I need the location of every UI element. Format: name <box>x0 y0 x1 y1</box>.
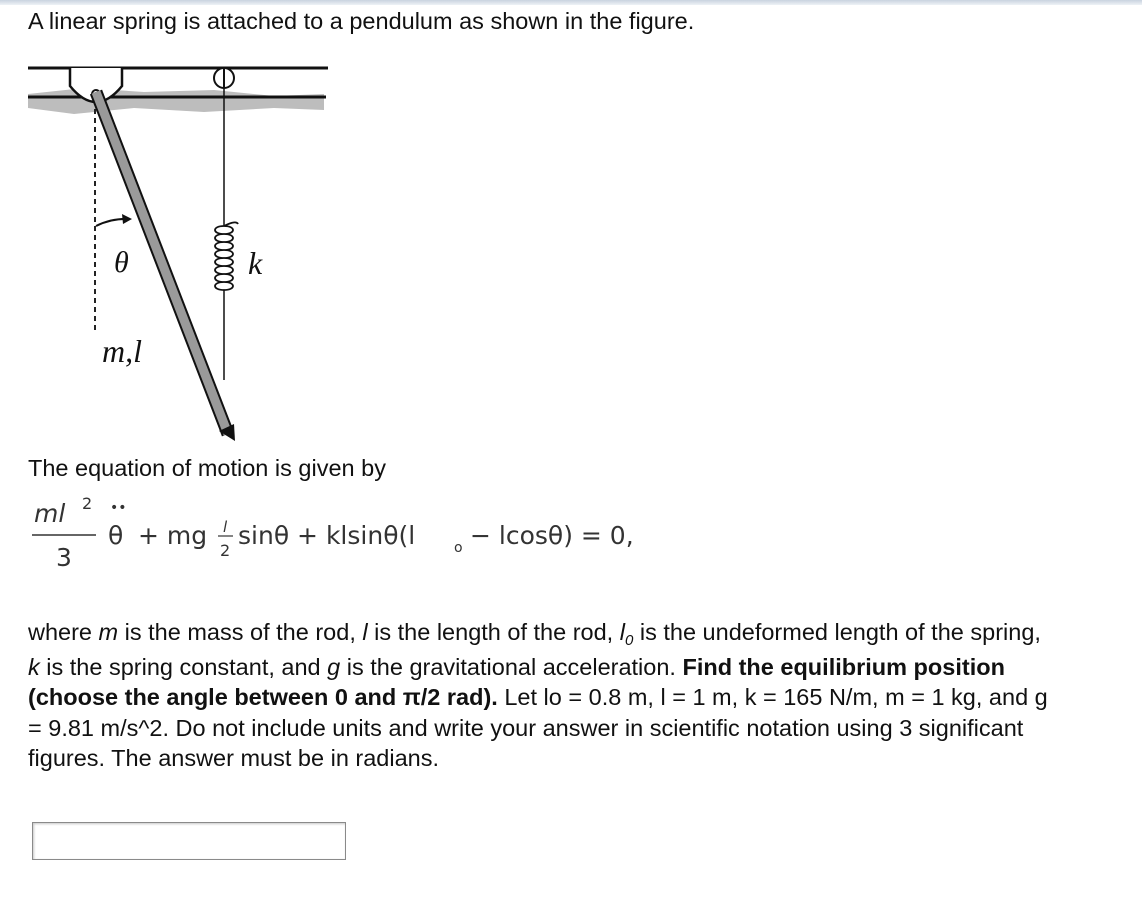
para-text: Let lo = 0.8 m, l = 1 m, k = 165 N/m, m = 1 kg, and g = 9.81 m/s^2. Do not include units and write your answer in scientific notation using 3 significant figures. The answer must be in radians. <box>28 684 1048 771</box>
ceiling-shading <box>28 88 324 114</box>
problem-paragraph <box>28 617 1048 774</box>
para-text: is the length of the rod, <box>367 619 620 645</box>
var-k: k <box>28 653 40 680</box>
para-text: is the undeformed length of the spring, <box>633 619 1041 645</box>
eq-theta-ddot: θ <box>108 521 124 550</box>
angle-arrowhead <box>122 214 132 224</box>
eq-frac2-numerator: l <box>223 518 228 536</box>
eq-sub-o: o <box>454 540 463 556</box>
eq-plus-mg: + mg <box>138 521 208 550</box>
pendulum-diagram <box>24 50 334 450</box>
spring-coils <box>215 226 233 290</box>
theta-label: θ <box>114 246 129 279</box>
eq-frac1-denominator: 3 <box>56 543 72 572</box>
eq-tail: − lcosθ) = 0, <box>470 521 634 550</box>
task-instruction: Find the equilibrium position (choose the angle between 0 and π/2 rad). <box>28 653 1005 710</box>
para-text: is the gravitational acceleration. <box>340 653 683 680</box>
eq-frac2-denominator: 2 <box>220 541 231 560</box>
top-border <box>0 0 1142 5</box>
para-text: is the spring constant, and <box>39 653 328 680</box>
eq-frac1-numerator: ml <box>34 499 66 528</box>
equation-intro: The equation of motion is given by <box>28 455 386 481</box>
equation-svg <box>30 492 730 582</box>
eq-sin-term: sinθ + klsinθ(l <box>238 521 416 550</box>
eq-frac1-exponent: 2 <box>82 494 93 513</box>
answer-input[interactable] <box>32 822 346 860</box>
var-g: g <box>327 653 341 680</box>
var-m: m <box>98 619 119 645</box>
equation-of-motion <box>30 492 730 587</box>
var-l0-subscript: 0 <box>624 632 634 649</box>
var-l0: l <box>619 619 625 645</box>
spring-coil-end <box>224 222 238 226</box>
para-text: is the mass of the rod, <box>118 619 363 645</box>
var-l: l <box>362 619 368 645</box>
spring-constant-label: k <box>248 245 263 281</box>
para-text: where <box>28 619 99 645</box>
intro-text: A linear spring is attached to a pendulum as shown in the figure. <box>28 8 695 34</box>
eq-double-dot: •• <box>110 500 127 516</box>
mass-length-label: m,l <box>102 333 142 369</box>
pendulum-figure <box>24 50 334 455</box>
